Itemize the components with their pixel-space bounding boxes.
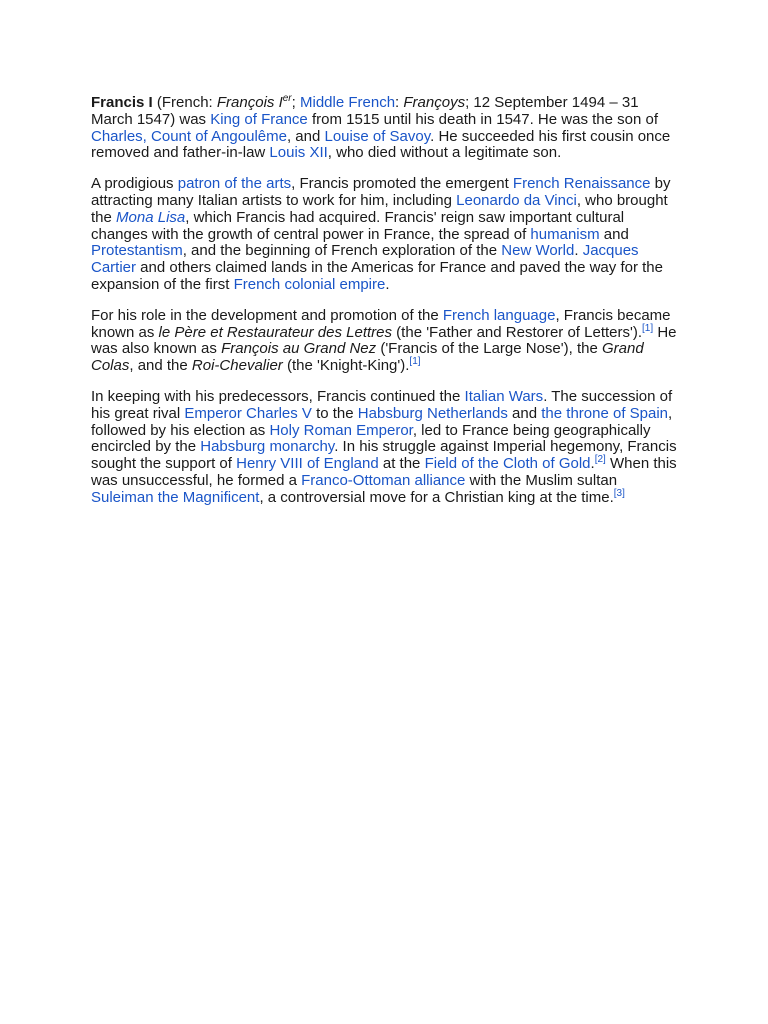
citation-link[interactable]: [2] [594,454,606,466]
text-run: Françoys [403,94,466,111]
text-run: and others claimed lands in the Americas for France and paved the way for the expansion of the first [91,259,663,293]
text-run: François au Grand Nez [221,340,377,358]
superscript [409,356,420,367]
wiki-link[interactable]: Protestantism [91,242,183,260]
text-run: , and [286,127,325,145]
text-run: ; 12 September 1494 – 31 March 1547) was [91,94,639,128]
text-run: , which Francis had acquired. Francis' reign saw important cultural changes with the growth of central power in France, the spread of [91,208,625,243]
wiki-link[interactable]: Middle French [300,94,396,111]
wiki-link[interactable]: Suleiman the Magnificent [91,488,260,506]
wiki-link[interactable]: New World [501,242,575,260]
wiki-link[interactable]: Jacques Cartier [91,242,639,277]
superscript [283,93,292,104]
superscript [614,488,625,499]
wiki-link[interactable]: the throne of Spain [541,404,669,422]
text-run: at the [378,455,425,473]
text-run: ; [291,94,300,111]
citation-link[interactable]: [1] [409,356,421,368]
superscript [642,323,653,334]
text-run: . He succeeded his first cousin once removed and father-in-law [91,127,671,162]
wiki-link[interactable]: French colonial empire [233,275,386,293]
text-run: François I [216,94,283,111]
text-run: , Francis promoted the emergent [291,175,513,193]
text-run: : [395,94,404,111]
text-run: . [590,455,595,473]
text-run: (the 'Knight-King'). [282,357,410,375]
wiki-link[interactable]: Louise of Savoy [324,127,431,145]
wiki-link[interactable]: Italian Wars [464,387,544,405]
wiki-link[interactable]: Holy Roman Emperor [269,421,413,439]
wiki-link[interactable]: Charles, Count of Angoulême [91,127,287,145]
text-run: For his role in the development and promotion of the [91,306,443,324]
citation-link[interactable]: [1] [642,322,654,334]
wiki-link[interactable]: French Renaissance [512,175,651,193]
wiki-link[interactable]: King of France [210,110,308,128]
wiki-link[interactable]: Henry VIII of England [236,455,379,473]
text-run: (French: [152,94,217,111]
text-run: , who died without a legitimate son. [327,144,562,162]
text-run: (the 'Father and Restorer of Letters'). [392,323,643,341]
text-run: from 1515 until his death in 1547. He was the son of [307,110,658,128]
paragraph-legacy [91,308,681,375]
wiki-link[interactable]: humanism [530,225,600,243]
wiki-link[interactable]: Habsburg monarchy [200,438,335,456]
wiki-link[interactable]: Louis XII [269,144,328,162]
text-run: le Père et Restaurateur des Lettres [158,323,393,341]
text-run: When this was unsuccessful, he formed a [91,455,677,489]
article-body [91,95,681,521]
text-run: , followed by his election as [91,404,673,439]
text-run: . [574,242,583,260]
wiki-link[interactable]: Emperor Charles V [184,404,312,422]
wiki-link[interactable]: Franco-Ottoman alliance [301,471,466,489]
text-run: to the [311,404,358,422]
text-run: He was also known as [91,323,677,358]
text-run: and [599,225,629,243]
wiki-link[interactable]: French language [442,306,556,324]
text-run: and [507,404,542,422]
text-run: Grand Colas [91,340,644,375]
paragraph-intro [91,95,681,162]
text-run: . [385,275,390,293]
text-run: with the Muslim sultan [465,471,618,489]
citation-link[interactable]: [3] [613,487,625,499]
text-run: A prodigious [91,175,178,193]
text-run: , led to France being geographically encircled by the [91,421,651,456]
text-run: ('Francis of the Large Nose'), the [376,340,602,358]
article-subject: Francis I [91,94,153,111]
wiki-link[interactable]: Mona Lisa [116,208,186,226]
text-run: , who brought the [91,191,668,226]
wiki-link[interactable]: Field of the Cloth of Gold [424,455,591,473]
text-run: In keeping with his predecessors, Francis continued the [91,387,465,405]
text-run: , Francis became known as [91,306,671,341]
text-run: . In his struggle against Imperial hegemony, Francis sought the support of [91,438,677,473]
paragraph-patronage [91,176,681,294]
text-run: , and the [129,357,192,375]
text-run: by attracting many Italian artists to work for him, including [91,175,671,209]
text-run: er [282,93,292,104]
wiki-link[interactable]: Habsburg Netherlands [357,404,508,422]
wiki-link[interactable]: patron of the arts [177,175,292,193]
text-run: , a controversial move for a Christian king at the time. [259,488,614,506]
wiki-link[interactable]: Leonardo da Vinci [456,191,577,209]
text-run: . The succession of his great rival [91,387,673,422]
superscript [595,454,606,465]
text-run: , and the beginning of French exploration of the [182,242,502,260]
paragraph-wars [91,389,681,507]
text-run: Roi-Chevalier [191,357,283,375]
